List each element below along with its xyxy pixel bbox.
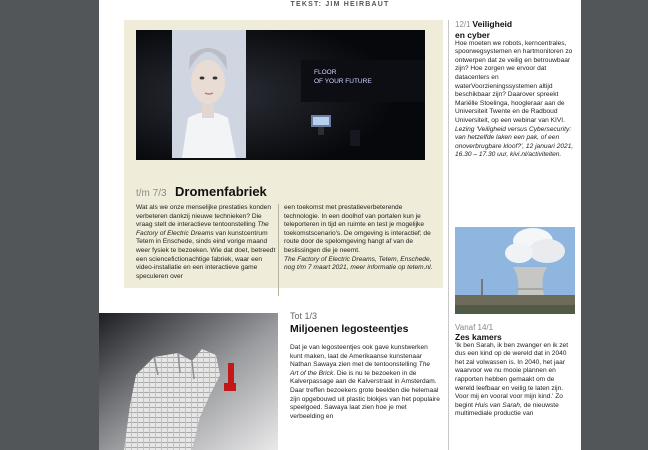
screen-text-line1: FLOOR xyxy=(314,69,337,76)
feature-info: The Factory of Electric Dreams, Tetem, Enschede, nog t/m 7 maart 2021, meer informatie op tetem.nl. xyxy=(284,255,433,272)
lego-hand-photo xyxy=(99,313,278,450)
feature-column-2 xyxy=(284,204,434,273)
exhibition-photo-art xyxy=(136,30,425,160)
lego-title: Miljoenen legosteentjes xyxy=(290,323,409,335)
lego-text xyxy=(290,344,440,421)
feature-heading xyxy=(136,183,436,199)
column-divider xyxy=(278,204,279,296)
kamers-body-text: 'Ik ben Sarah, ik ben zwanger en ik zet dus een kind op de wereld dat in 2040 het zal volwassen is. In 2040, het jaar waarvoor we nu mooie plannen en rapporten hebben gemaakt om de wereld leefbaar en veilig te laten zijn. Voor mij en vooral voor mijn kind.' Zo begint xyxy=(455,341,569,409)
cyber-title-line2: en cyber xyxy=(455,29,490,40)
feature-exhibition-name: The Factory of Electric Dreams xyxy=(136,221,269,237)
cyber-note: Lezing 'Veiligheid versus Cybersecurity: van hetzelfde laken een pak, of een onoverbrugbare kloof?', 12 januari 2021, 16.30 – 17.30 uur, kivi.nl/activiteiten. xyxy=(455,125,574,159)
screen-text-line2: OF YOUR FUTURE xyxy=(314,78,372,85)
lego-exhibition-name: The Art of the Brick xyxy=(290,361,431,377)
feature-title: Dromenfabriek xyxy=(175,184,267,199)
feature-text-continued: van kunstcentrum Tetem in Enschede, sinds eind vorige maand weer fysiek te bezoeken. Wie dat doet, betreedt een sciencefictionachtige fabriek, waar een video-installatie en een interactieve game speculeren over xyxy=(136,229,276,280)
kamers-body-end: , de nieuwste multimediale productie van xyxy=(455,401,559,418)
power-plant-photo xyxy=(455,227,575,314)
lego-text-1: Dat je van legosteentjes ook gave kunstwerken kunt maken, laat de Amerikaanse kunstenaar Nathan Sawaya zien met de tentoonstelling xyxy=(290,344,428,369)
feature-box xyxy=(124,20,443,288)
feature-text-2: een toekomst met prestatieverbeterende technologie. In een doolhof van portalen kun je teleporteren in tijd en ruimte en test je mogelijke toekomstscenario's. De omgeving is interactief; de route door de spelomgeving hangt af van de beslissingen die je neemt. xyxy=(284,204,431,254)
lego-hand-art xyxy=(99,313,278,450)
column-rule xyxy=(448,20,449,450)
kamers-body xyxy=(455,342,575,419)
power-plant-art xyxy=(455,227,575,314)
kamers-title: Zes kamers xyxy=(455,331,502,342)
magazine-page xyxy=(99,0,581,450)
byline: TEKST: JIM HEIRBAUT xyxy=(290,1,390,8)
cyber-date: 12/1 xyxy=(455,20,471,29)
kamers-production-name: Huis van Sarah xyxy=(474,401,520,409)
cyber-title-line1: Veiligheid xyxy=(472,19,513,29)
feature-text: Wat als we onze menselijke prestaties konden verbeteren dankzij nieuwe technieken? Die vraag stelt de interactieve tentoonstelling xyxy=(136,204,271,229)
kamers-article xyxy=(455,324,575,419)
exhibition-photo xyxy=(136,30,425,160)
cyber-body: Hoe moeten we robots, kerncentrales, spoorwegsystemen en hartmonitoren zo ontwerpen dat ze veilig en betrouwbaar zijn? Hoe zorgen we ervoor dat datacenters en waterVoorzieningssystemen altijd beschikbaar zijn? Daarover spreekt Mariëlle Stoelinga, hoogleraar aan de Universiteit Twente en de Radboud Universiteit, op een webinar van KIVI. xyxy=(455,39,573,124)
cyber-article xyxy=(455,20,575,160)
lego-date: Tot 1/3 xyxy=(290,311,318,321)
lego-text-2: . Die is nu te bezoeken in de Kalverpassage aan de Kalverstraat in Amsterdam. Daar treffen bezoekers grote beelden die helemaal zijn opgebouwd uit plastic blokjes van het populaire speelgoed. Sawaya laat zien hoe je met verbeelding en xyxy=(290,369,440,420)
feature-column-1 xyxy=(136,204,276,281)
feature-date: t/m 7/3 xyxy=(136,188,167,199)
kamers-date: Vanaf 14/1 xyxy=(455,323,494,332)
